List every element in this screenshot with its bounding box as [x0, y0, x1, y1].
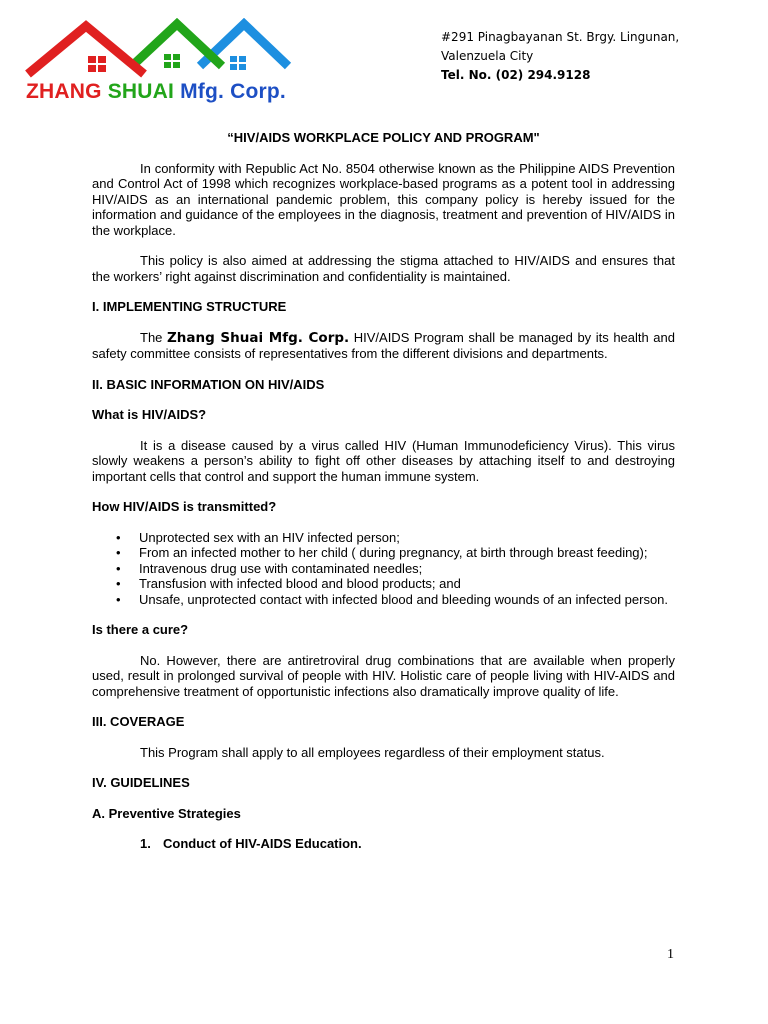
subheading-preventive-strategies: A. Preventive Strategies	[92, 805, 241, 821]
list-item: • Transfusion with infected blood and blood products; and	[139, 576, 675, 592]
section-heading-guidelines: IV. GUIDELINES	[92, 775, 190, 790]
question-what-is-hiv: What is HIV/AIDS?	[92, 407, 207, 422]
logo-word-zhang: ZHANG	[26, 80, 102, 103]
coverage-paragraph: This Program shall apply to all employees regardless of their employment status.	[140, 744, 605, 760]
section-heading-coverage: III. COVERAGE	[92, 714, 185, 729]
list-item: • From an infected mother to her child ( during pregnancy, at birth through breast feeding);	[139, 545, 675, 561]
list-item: • Unprotected sex with an HIV infected person;	[139, 530, 675, 546]
logo-word-mfg: Mfg. Corp.	[180, 80, 286, 103]
address-telephone: Tel. No. (02) 294.9128	[441, 68, 591, 82]
section-heading-implementing-structure: I. IMPLEMENTING STRUCTURE	[92, 299, 287, 314]
company-name-inline: Zhang Shuai Mfg. Corp.	[166, 329, 350, 346]
company-address	[441, 28, 679, 85]
address-line-1: #291 Pinagbayanan St. Brgy. Lingunan,	[441, 30, 680, 44]
company-logo	[22, 18, 322, 108]
document-body	[92, 130, 675, 852]
implementing-rest: HIV/AIDS Program shall be managed by its health and safety committee consists of representatives from the different divisions and departments.	[92, 329, 675, 361]
logo-wordmark	[26, 80, 286, 104]
list-item: • Unsafe, unprotected contact with infected blood and bleeding wounds of an infected person.	[139, 592, 675, 608]
list-item: • Intravenous drug use with contaminated needles;	[139, 561, 675, 577]
numbered-item-number: 1.	[140, 836, 151, 851]
answer-what-is-hiv: It is a disease caused by a virus called HIV (Human Immunodeficiency Virus). This virus slowly weakens a person’s ability to fight off other diseases by attaching itself to and destroying important cells that control and support the human immune system.	[92, 437, 675, 484]
intro-paragraph-2: This policy is also aimed at addressing the stigma attached to HIV/AIDS and ensures that the workers’ right against discrimination and confidentiality is maintained.	[92, 253, 675, 284]
question-is-there-a-cure: Is there a cure?	[92, 622, 189, 637]
three-houses-logo-icon	[22, 18, 322, 80]
transmission-list	[92, 530, 675, 608]
document-title: “HIV/AIDS WORKPLACE POLICY AND PROGRAM"	[227, 130, 540, 145]
implementing-structure-paragraph	[92, 330, 675, 362]
numbered-item-1	[140, 836, 675, 852]
address-line-2: Valenzuela City	[441, 49, 534, 63]
section-heading-basic-information: II. BASIC INFORMATION ON HIV/AIDS	[92, 376, 325, 392]
implementing-lead: The	[140, 329, 163, 345]
intro-paragraph-1: In conformity with Republic Act No. 8504 otherwise known as the Philippine AIDS Prevention and Control Act of 1998 which recognizes workplace-based programs as a potent tool in addressing HIV/AIDS as an international pandemic problem, this company policy is hereby issued for the information and guidance of the employees in the diagnosis, treatment and prevention of HIV/AIDS in the workplace.	[92, 160, 675, 238]
logo-word-shuai: SHUAI	[107, 80, 175, 103]
answer-is-there-a-cure: No. However, there are antiretroviral drug combinations that are available when properly used, result in prolonged survival of people with HIV. Holistic care of people living with HIV-AIDS and comprehensive treatment of opportunistic infections also dramatically improve quality of life.	[92, 652, 675, 699]
question-transmission: How HIV/AIDS is transmitted?	[92, 499, 277, 514]
page-number: 1	[667, 947, 674, 962]
numbered-item-text: Conduct of HIV-AIDS Education.	[163, 836, 362, 851]
